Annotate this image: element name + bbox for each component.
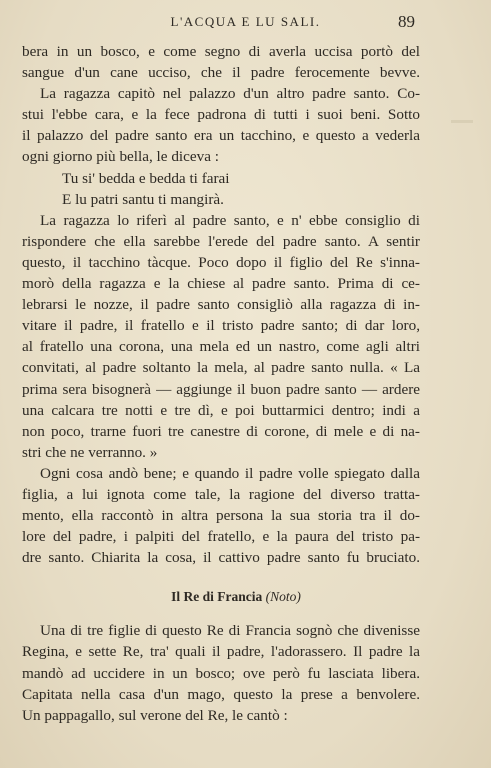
text-line: dre santo. Chiarita la cosa, il cattivo padre santo fu bruciato. [22,549,420,567]
text-line: La ragazza lo riferì al padre santo, e n' ebbe consiglio di [40,211,420,229]
text-line: mandò ad uccidere in un bosco; ove però fu lasciata libera. [22,664,420,682]
text-line: lore del padre, i palpiti del fratello, e la paura del tristo pa- [22,528,420,546]
text-line: La ragazza capitò nel palazzo d'un altro padre santo. Co- [40,85,420,103]
page-header [0,14,491,36]
text-line: non poco, trarne fuori tre canestre di corone, di mele e di na- [22,422,420,440]
text-line: Ogni cosa andò bene; e quando il padre volle spiegato dalla [40,464,420,482]
running-title: L'ACQUA E LU SALI. [170,14,321,29]
text-line: mento, ella raccontò in altra persona la sua storia tra il do- [22,507,420,525]
text-line: questo, il tacchino tàcque. Poco dopo il figlio del Re s'inna- [22,253,420,271]
text-line: il palazzo del padre santo era un tacchino, e questo a vederla [22,127,420,145]
text-line: morò della ragazza e la chiese al padre santo. Prima di ce- [22,275,420,293]
text-line: Regina, e sette Re, tra' quali il padre, l'adorassero. Il padre la [22,643,420,661]
text-line: sangue d'un cane ucciso, che il padre ferocemente bevve. [22,64,420,82]
text-line: al fratello una corona, una mela ed un nastro, come agli altri [22,338,420,356]
section-location: (Noto) [265,589,301,605]
text-line: bera in un bosco, e come segno di averla uccisa portò del [22,43,420,60]
text-line: prima sera bisognerà — aggiunge il buon padre santo — ardere [22,380,420,398]
text-line: Capitata nella casa d'un mago, questo la prese a benvolere. [22,685,420,703]
text-line: ogni giorno più bella, le diceva : [22,148,219,166]
section-title-text: Il Re di Francia [171,589,263,605]
text-line: convitati, al padre soltanto la mela, al padre santo nulla. « La [22,359,420,377]
body-text [22,41,420,726]
text-line: stri che ne verranno. » [22,443,158,461]
text-line: vitare il padre, il fratello e il tristo padre santo; di dar loro, [22,317,420,335]
text-line: una calcara tre notti e tre dì, e poi buttarmici dentro; indi a [22,401,420,419]
text-line: figlia, a lui ignota come tale, la ragione del diverso tratta- [22,485,420,503]
text-line: stui l'ebbe cara, e la fece padrona di tutti i suoi beni. Sotto [22,106,420,124]
section-title [22,582,420,612]
verse-line: Tu si' bedda e bedda ti farai [62,169,230,187]
page-number: 89 [398,12,415,31]
text-line: Un pappagallo, sul verone del Re, le cantò : [22,706,288,724]
text-line: rispondere che ella sarebbe l'erede del padre santo. A sentir [22,232,420,250]
text-line: Una di tre figlie di questo Re di Francia sognò che divenisse [40,622,420,640]
verse-line: E lu patri santu ti mangirà. [62,190,224,208]
paper-mark [451,120,473,123]
text-line: lebrarsi le nozze, il padre santo consigliò alla ragazza di in- [22,296,420,314]
